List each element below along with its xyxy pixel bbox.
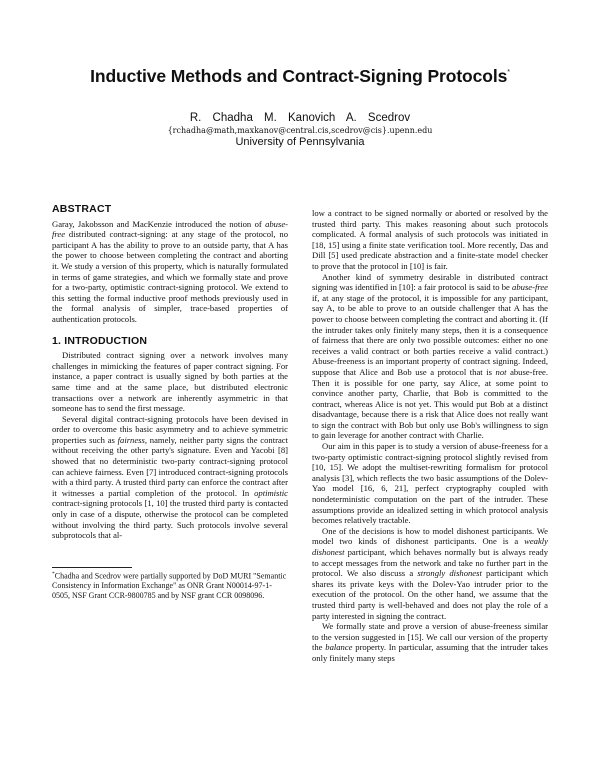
intro-paragraph-2: Several digital contract-signing protocols have been devised in order to overcome this basic asymmetry and to achieve symmetric properties such as fairness, namely, neither party signs the contract without receiving the other party's signature. Even and Yacobi [8] showed that no deterministic two-party contract-signing protocol can achieve fairness. Even [7] introduced contract-signing protocols with a third party. A trusted third party can enforce the contract after it witnesses a partial completion of the protocol. In optimistic contract-signing protocols [1, 10] the trusted third party is contacted only in case of a dispute, otherwise the protocol can be completed without involving the third party. Such protocols involve several subprotocols that al- [52, 413, 288, 541]
footnote-rule [52, 567, 132, 568]
affiliation: University of Pennsylvania [235, 136, 365, 148]
title-text: Inductive Methods and Contract-Signing Protocols [90, 66, 508, 86]
author-emails: {rchadha@math,maxkanov@central.cis,scedrov@cis}.upenn.edu [167, 126, 433, 135]
right-paragraph-3: Our aim in this paper is to study a version of abuse-freeness for a two-party optimistic contract-signing protocol slightly revised from [10, 15]. We adopt the multiset-rewriting formalism for protocol analysis [3], which reflects the two basic assumptions of the Dolev-Yao model [16, 6, 21], perfect cryptography coupled with nondeterministic computation on the part of the intruder. These assumptions provide an idealized setting in which protocol analysis becomes relatively tractable. [312, 441, 548, 526]
right-paragraph-2: Another kind of symmetry desirable in distributed contract signing was identified in [10]: a fair protocol is said to be abuse-free if, at any stage of the protocol, it is impossible for any participant, say A, to be able to prove to an outside challenger that A has the power to choose between completing the contract and aborting it. (If the intruder takes only finitely many steps, then it is a consequence of fairness that there are only two possible outcomes: either no one receives a valid contract or both parties receive a valid contract.) Abuse-freeness is an important property of contract signing. Indeed, suppose that Alice and Bob use a protocol that is not abuse-free. Then it is possible for one party, say Alice, at some point to convince another party, Charlie, that Bob is committed to the contract, whereas Alice is not yet. This would put Bob at a distinct disadvantage, because there is a risk that Alice does not really want to sign the contract with Bob but only use Bob's willingness to sign to gain leverage for another contract with Charlie. [312, 271, 548, 441]
left-column [52, 204, 288, 541]
title-footnote-mark: * [507, 69, 510, 76]
author-list: R. Chadha M. Kanovich A. Scedrov [189, 112, 411, 124]
right-paragraph-1: low a contract to be signed normally or aborted or resolved by the trusted third party. This makes reasoning about such protocols complicated. A formal analysis of such protocols was initiated in [18, 15] using a finite state verification tool. More recently, Das and Dill [5] used predicate abstraction and a finite-state model checker to prove that the protocol in [10] is fair. [312, 208, 548, 271]
abstract-paragraph: Garay, Jakobsson and MacKenzie introduced the notion of abuse-free distributed contract-signing: at any stage of the protocol, no participant A has the ability to prove to an outside party, that A has the power to choose between completing the contract and aborting it. We study a version of this property, which is naturally formulated in terms of game strategies, and which we formally state and prove for a two-party, optimistic contract-signing protocol. We extend to this setting the formal inductive proof methods previously used in the formal analysis of simpler, trace-based properties of authentication protocols. [52, 218, 288, 324]
right-paragraph-5: We formally state and prove a version of abuse-freeness similar to the version suggested in [15]. We call our version of the property the balance property. In particular, assuming that the intruder takes only finitely many steps [312, 621, 548, 663]
right-column [312, 208, 548, 664]
right-paragraph-4: One of the decisions is how to model dishonest participants. We model two kinds of dishonest participants. One is a weakly dishonest participant, which behaves normally but is always ready to accept messages from the network and take no further part in the protocol. We also discuss a strongly dishonest participant which shares its private keys with the Dolev-Yao intruder prior to the execution of the protocol. On the other hand, we assume that the trusted third party is well-behaved and does not play the role of a party interested in signing the contract. [312, 525, 548, 621]
funding-footnote: *Chadha and Scedrov were partially supported by DoD MURI "Semantic Consistency in Information Exchange" as ONR Grant N00014-97-1-0505, NSF Grant CCR-9800785 and by NSF grant CCR 0098096. [52, 571, 287, 601]
paper-title [0, 66, 600, 87]
introduction-heading: 1. INTRODUCTION [52, 334, 148, 347]
intro-paragraph-1: Distributed contract signing over a network involves many challenges in mimicking the features of paper contract signing. For instance, a paper contract is usually signed by both parties at the same time and at the same place, but distributed electronic transactions over a network are inherently asymmetric in that someone has to send the first message. [52, 350, 288, 414]
abstract-heading: ABSTRACT [52, 203, 112, 215]
